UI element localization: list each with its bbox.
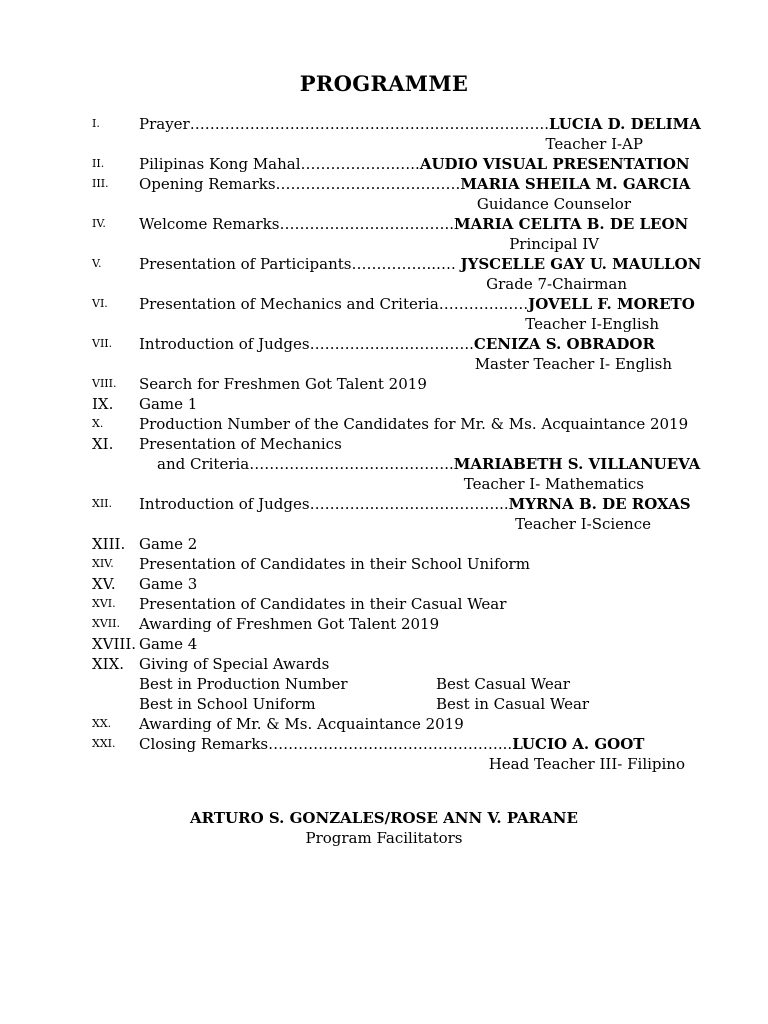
presenter-role-line (0, 474, 768, 494)
presenter-role: Teacher I- Mathematics (463, 475, 644, 493)
programme-item (0, 294, 768, 314)
item-title: Introduction of Judges………….……………………... (139, 495, 509, 513)
item-text (139, 734, 644, 754)
presenter-name: MARIA SHEILA M. GARCIA (460, 175, 691, 193)
item-title: Opening Remarks………………………………. (139, 175, 461, 193)
facilitators-role: Program Facilitators (305, 829, 463, 847)
item-title: Game 1 (139, 395, 198, 413)
item-number: XV. (92, 575, 116, 593)
item-number: XIV. (92, 557, 114, 570)
item-number: VIII. (92, 377, 117, 390)
facilitators-names: ARTURO S. GONZALES/ROSE ANN V. PARANE (190, 809, 578, 827)
item-text (139, 434, 342, 454)
item-number: I. (92, 117, 100, 130)
programme-item (0, 634, 768, 654)
programme-item (0, 114, 768, 134)
programme-item (0, 214, 768, 234)
presenter-name: LUCIA D. DELIMA (549, 115, 701, 133)
item-number: XX. (92, 717, 112, 730)
item-number: V. (92, 257, 102, 270)
item-title: Presentation of Candidates in their Casual Wear (139, 595, 507, 613)
programme-item (0, 714, 768, 734)
programme-item (0, 554, 768, 574)
presenter-name: LUCIO A. GOOT (512, 735, 645, 753)
item-title: Best in School Uniform (139, 695, 316, 713)
item-number: IX. (92, 395, 114, 413)
item-text (139, 334, 655, 354)
programme-item (0, 154, 768, 174)
page-title: PROGRAMME (299, 71, 469, 96)
item-number: VII. (92, 337, 113, 350)
item-number: XIX. (92, 655, 125, 673)
item-title: Production Number of the Candidates for Mr. & Ms. Acquaintance 2019 (139, 415, 689, 433)
presenter-role-line (0, 274, 768, 294)
item-number: X. (92, 417, 104, 430)
item-text (139, 554, 530, 574)
presenter-role-line (0, 314, 768, 334)
item-title: Prayer………………………………………….………………….. (139, 115, 550, 133)
item-text (139, 114, 701, 134)
programme-item (0, 674, 768, 694)
programme-item (0, 174, 768, 194)
presenter-role: Guidance Counselor (476, 195, 631, 213)
award-category: Best Casual Wear (436, 675, 570, 693)
item-title: Welcome Remarks…………………………….. (139, 215, 454, 233)
programme-item (0, 414, 768, 434)
programme-item (0, 614, 768, 634)
presenter-role-line (0, 134, 768, 154)
item-title: Awarding of Mr. & Ms. Acquaintance 2019 (139, 715, 464, 733)
item-title: Introduction of Judges……………….………….. (139, 335, 474, 353)
presenter-name: JOVELL F. MORETO (528, 295, 695, 313)
item-number: II. (92, 157, 105, 170)
item-number: IV. (92, 217, 106, 230)
item-text (139, 534, 197, 554)
item-text (139, 174, 690, 194)
presenter-role: Teacher I-AP (545, 135, 643, 153)
programme-item (0, 334, 768, 354)
item-title: Presentation of Participants……………..…. (139, 255, 461, 273)
presenter-name: MYRNA B. DE ROXAS (508, 495, 691, 513)
programme-item (0, 734, 768, 754)
item-number: XVI. (92, 597, 116, 610)
item-number: XXI. (92, 737, 116, 750)
presenter-role: Principal IV (509, 235, 599, 253)
item-title: Pilipinas Kong Mahal……………….….. (139, 155, 420, 173)
item-title: Game 3 (139, 575, 198, 593)
item-title: Game 4 (139, 635, 198, 653)
item-text (139, 654, 329, 674)
programme-item (0, 494, 768, 514)
item-text (157, 454, 700, 474)
presenter-role: Master Teacher I- English (474, 355, 672, 373)
programme-item (0, 254, 768, 274)
item-title: Giving of Special Awards (139, 655, 330, 673)
programme-item (0, 654, 768, 674)
item-title: Best in Production Number (139, 675, 348, 693)
item-text (139, 374, 427, 394)
programme-item (0, 374, 768, 394)
presenter-name: CENIZA S. OBRADOR (473, 335, 655, 353)
item-text (139, 394, 197, 414)
item-title: Presentation of Mechanics and Criteria…………..…. (139, 295, 529, 313)
presenter-name: MARIA CELITA B. DE LEON (454, 215, 689, 233)
presenter-name: MARIABETH S. VILLANUEVA (453, 455, 701, 473)
item-number: XIII. (92, 535, 126, 553)
item-title: Awarding of Freshmen Got Talent 2019 (139, 615, 440, 633)
item-title: Closing Remarks…………………….…………………... (139, 735, 513, 753)
item-text (139, 634, 197, 654)
presenter-role-line (0, 514, 768, 534)
programme-item (0, 594, 768, 614)
presenter-name: JYSCELLE GAY U. MAULLON (460, 255, 702, 273)
item-text (139, 614, 439, 634)
item-text (139, 154, 690, 174)
presenter-role-line (0, 354, 768, 374)
item-text (139, 414, 688, 434)
item-text (139, 674, 348, 694)
presenter-role-line (0, 194, 768, 214)
item-number: XI. (92, 435, 114, 453)
item-text (139, 494, 691, 514)
item-title: Search for Freshmen Got Talent 2019 (139, 375, 427, 393)
item-number: XII. (92, 497, 113, 510)
item-text (139, 594, 506, 614)
presenter-role: Teacher I-Science (515, 515, 651, 533)
presenter-name: AUDIO VISUAL PRESENTATION (419, 155, 690, 173)
item-text (139, 214, 688, 234)
programme-item (0, 574, 768, 594)
award-category: Best in Casual Wear (436, 695, 590, 713)
item-number: XVIII. (92, 635, 137, 653)
item-text (139, 694, 316, 714)
programme-item (0, 534, 768, 554)
item-number: XVII. (92, 617, 120, 630)
presenter-role: Head Teacher III- Filipino (488, 755, 685, 773)
item-number: III. (92, 177, 109, 190)
programme-item (0, 694, 768, 714)
item-number: VI. (92, 297, 108, 310)
presenter-role-line (0, 754, 768, 774)
item-text (139, 294, 695, 314)
item-title: Presentation of Candidates in their School Uniform (139, 555, 530, 573)
presenter-role: Teacher I-English (525, 315, 659, 333)
item-title: Game 2 (139, 535, 198, 553)
programme-item (0, 434, 768, 454)
presenter-role: Grade 7-Chairman (486, 275, 627, 293)
item-text (139, 714, 464, 734)
item-title: and Criteria………………………………….. (157, 455, 454, 473)
item-text (139, 574, 197, 594)
item-title: Presentation of Mechanics (139, 435, 342, 453)
programme-item (0, 394, 768, 414)
programme-item (0, 454, 768, 474)
item-text (139, 254, 701, 274)
presenter-role-line (0, 234, 768, 254)
